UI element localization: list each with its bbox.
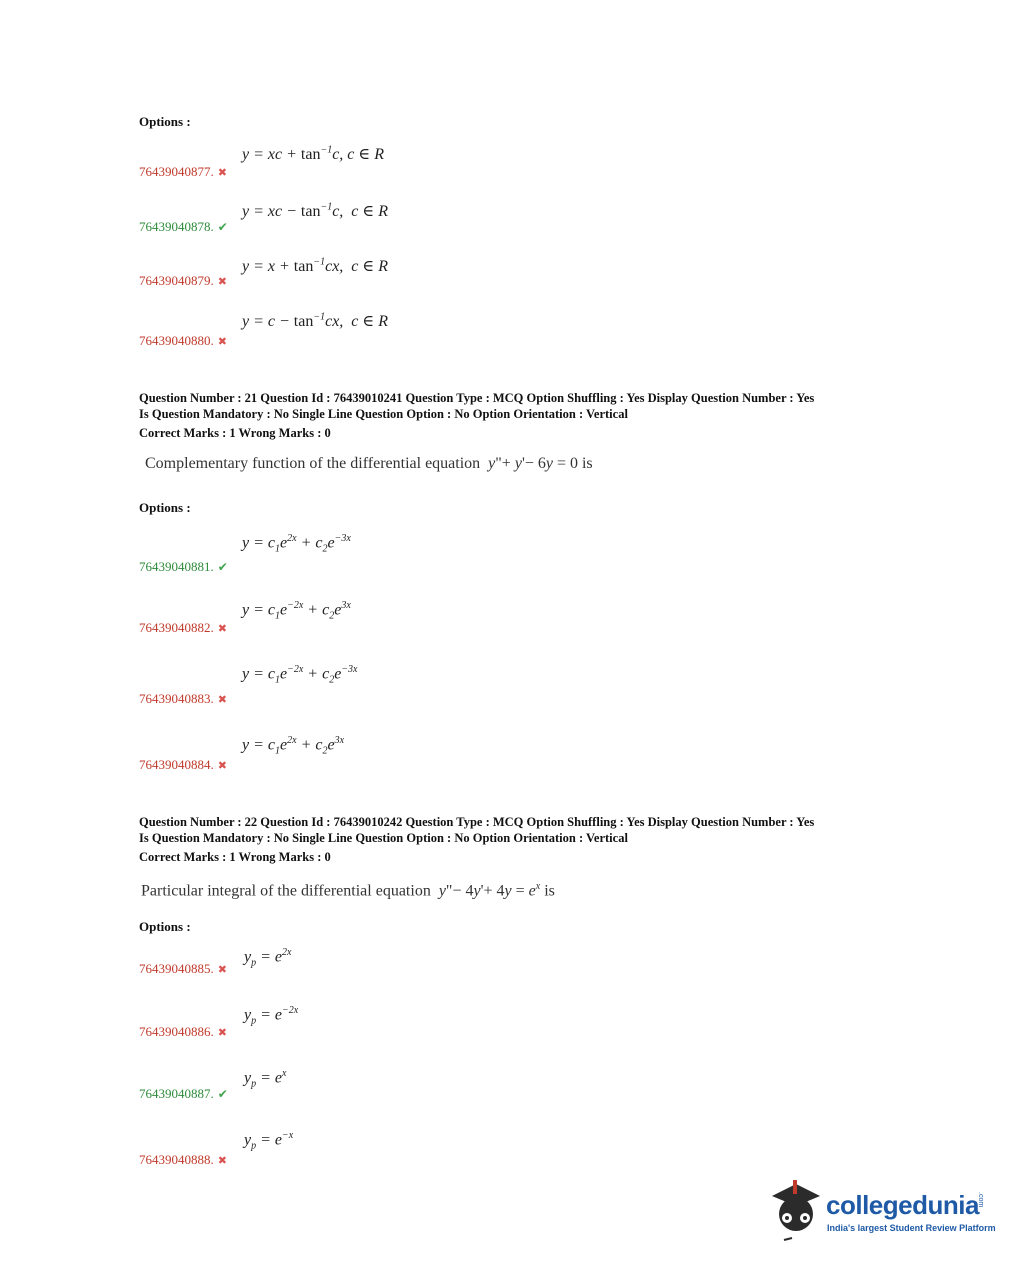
option-id: 76439040878.: [139, 219, 214, 234]
meta-line: Question Number : 22 Question Id : 76439010242 Question Type : MCQ Option Shuffling : Yes Display Question Number : Yes: [139, 815, 815, 829]
question-prefix: Particular integral of the differential equation: [141, 882, 431, 900]
option-row[interactable]: [139, 690, 227, 708]
option-row[interactable]: [139, 1151, 227, 1169]
wrong-mark-icon: ✖: [217, 694, 227, 706]
meta-line: Is Question Mandatory : No Single Line Question Option : No Option Orientation : Vertical: [139, 831, 628, 845]
question-meta: [139, 390, 814, 441]
option-id: 76439040883.: [139, 691, 214, 706]
option-formula: $y = c_1e^{-2x} + c_2e^{-3x}$: [242, 664, 358, 686]
option-formula: $y = c_1e^{-2x} + c_2e^{3x}$: [242, 600, 351, 622]
option-id: 76439040879.: [139, 273, 214, 288]
wrong-mark-icon: ✖: [217, 623, 227, 635]
options-label: Options :: [139, 500, 191, 515]
mascot-icon: [766, 1178, 826, 1244]
option-row[interactable]: [139, 1085, 228, 1103]
option-formula: $y = c_1e^{2x} + c_2e^{-3x}$: [242, 533, 351, 555]
check-mark-icon: ✔: [217, 220, 228, 234]
question-text: Particular integral of the differential equation y"− $4y'+ 4y = e^x$ is: [141, 881, 555, 900]
logo-name: collegedunia: [826, 1190, 979, 1220]
option-id: 76439040880.: [139, 333, 214, 348]
meta-line: Question Number : 21 Question Id : 76439010241 Question Type : MCQ Option Shuffling : Yes Display Question Number : Yes: [139, 391, 815, 405]
meta-line: Correct Marks : 1 Wrong Marks : 0: [139, 426, 331, 440]
option-row[interactable]: [139, 163, 227, 181]
question-meta: [139, 814, 814, 865]
options-label: Options :: [139, 114, 191, 129]
option-id: 76439040887.: [139, 1086, 214, 1101]
option-id: 76439040877.: [139, 164, 214, 179]
question-text: Complementary function of the differential equation y"+ y'− 6y = 0 is: [145, 455, 593, 472]
wrong-mark-icon: ✖: [217, 1155, 227, 1167]
option-formula: y = xc − $\tan^{-1}c$, c ∈ R: [242, 201, 389, 220]
option-formula: $y_p = e^{-2x}$: [244, 1005, 299, 1027]
option-row[interactable]: [139, 272, 227, 290]
option-formula: $y_p = e^{2x}$: [244, 947, 292, 969]
option-formula: y = xc + $\tan^{-1}c$, c ∈ R: [242, 144, 385, 163]
option-formula: $y_p = e^x$: [244, 1068, 287, 1090]
option-formula: $y = c - \tan^{-1}cx$, c ∈ R: [242, 311, 389, 330]
option-id: 76439040886.: [139, 1024, 214, 1039]
option-row[interactable]: [139, 558, 228, 576]
wrong-mark-icon: ✖: [217, 276, 227, 288]
question-suffix: is: [581, 455, 593, 472]
wrong-mark-icon: ✖: [217, 964, 227, 976]
meta-line: Correct Marks : 1 Wrong Marks : 0: [139, 850, 331, 864]
option-row[interactable]: [139, 332, 227, 350]
option-formula: $y_p = e^{-x}$: [244, 1130, 294, 1152]
collegedunia-logo[interactable]: [766, 1178, 996, 1248]
wrong-mark-icon: ✖: [217, 167, 227, 179]
option-id: 76439040881.: [139, 559, 214, 574]
question-suffix: is: [544, 882, 555, 900]
option-formula: $y = x + \tan^{-1}cx$, c ∈ R: [242, 256, 389, 275]
logo-suffix: .com: [977, 1192, 984, 1208]
options-label: Options :: [139, 919, 191, 934]
meta-line: Is Question Mandatory : No Single Line Question Option : No Option Orientation : Vertical: [139, 407, 628, 421]
option-id: 76439040885.: [139, 961, 214, 976]
logo-tagline: India's largest Student Review Platform: [827, 1223, 996, 1233]
option-row[interactable]: [139, 1023, 227, 1041]
option-row[interactable]: [139, 619, 227, 637]
check-mark-icon: ✔: [217, 1087, 228, 1101]
wrong-mark-icon: ✖: [217, 1027, 227, 1039]
option-row[interactable]: [139, 960, 227, 978]
option-row[interactable]: [139, 218, 228, 236]
option-formula: $y = c_1e^{2x} + c_2e^{3x}$: [242, 735, 345, 757]
wrong-mark-icon: ✖: [217, 760, 227, 772]
option-row[interactable]: [139, 756, 227, 774]
option-id: 76439040888.: [139, 1152, 214, 1167]
question-prefix: Complementary function of the differential equation: [145, 455, 481, 472]
option-id: 76439040884.: [139, 757, 214, 772]
wrong-mark-icon: ✖: [217, 336, 227, 348]
check-mark-icon: ✔: [217, 560, 228, 574]
option-id: 76439040882.: [139, 620, 214, 635]
